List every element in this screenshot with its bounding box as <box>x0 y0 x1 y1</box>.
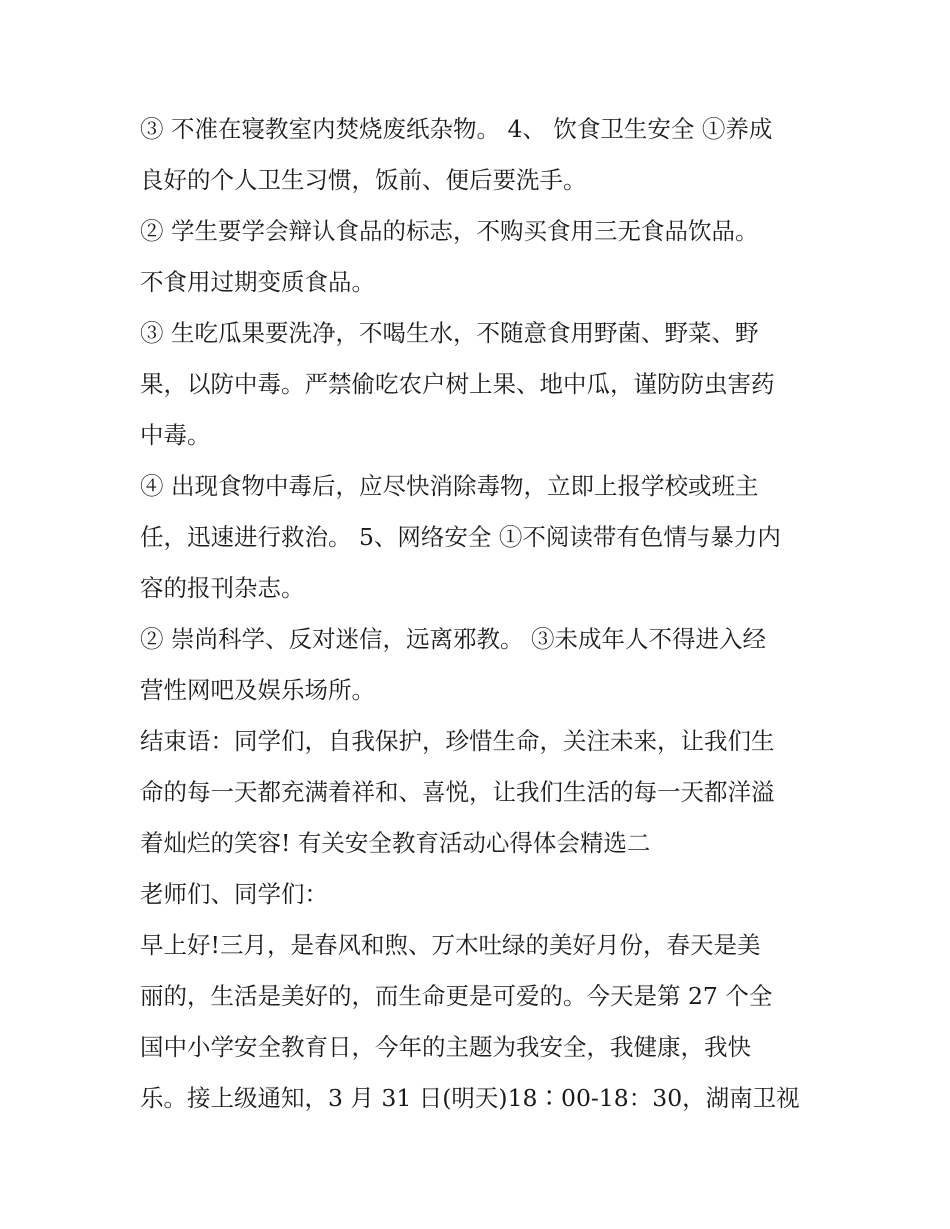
text-line: 国中小学安全教育日，今年的主题为我安全，我健康，我快 <box>140 1033 751 1061</box>
text-line: ② 学生要学会辩认食品的标志，不购买食用三无食品饮品。 <box>140 217 759 245</box>
text-line: 不食用过期变质食品。 <box>140 268 375 296</box>
text-line: 早上好!三月，是春风和煦、万木吐绿的美好月份，春天是美 <box>140 931 761 959</box>
text-line: 容的报刊杂志。 <box>140 574 305 602</box>
text-line: 营性网吧及娱乐场所。 <box>140 676 375 704</box>
text-line: 结束语：同学们，自我保护，珍惜生命，关注未来，让我们生 <box>140 727 775 755</box>
text-line: 命的每一天都充满着祥和、喜悦，让我们生活的每一天都洋溢 <box>140 778 775 806</box>
text-line: ③ 不准在寝教室内焚烧废纸杂物。 4、 饮食卫生安全 ①养成 <box>140 115 773 143</box>
text-line: 着灿烂的笑容! 有关安全教育活动心得体会精选二 <box>140 829 651 857</box>
text-line: 丽的，生活是美好的，而生命更是可爱的。今天是第 27 个全 <box>140 982 773 1010</box>
text-line: ③ 生吃瓜果要洗净，不喝生水，不随意食用野菌、野菜、野 <box>140 319 759 347</box>
document-body <box>140 104 820 1124</box>
text-line: ② 崇尚科学、反对迷信，远离邪教。 ③未成年人不得进入经 <box>140 625 766 653</box>
text-line: 老师们、同学们： <box>140 880 328 908</box>
text-line: 乐。接上级通知，3 月 31 日(明天)18∶00-18：30，湖南卫视 <box>140 1084 800 1112</box>
text-line: 良好的个人卫生习惯，饭前、便后要洗手。 <box>140 166 587 194</box>
text-line: 果，以防中毒。严禁偷吃农户树上果、地中瓜，谨防防虫害药 <box>140 370 775 398</box>
text-line: 任，迅速进行救治。 5、网络安全 ①不阅读带有色情与暴力内 <box>140 523 781 551</box>
text-line: 中毒。 <box>140 421 211 449</box>
text-line: ④ 出现食物中毒后，应尽快消除毒物，立即上报学校或班主 <box>140 472 759 500</box>
